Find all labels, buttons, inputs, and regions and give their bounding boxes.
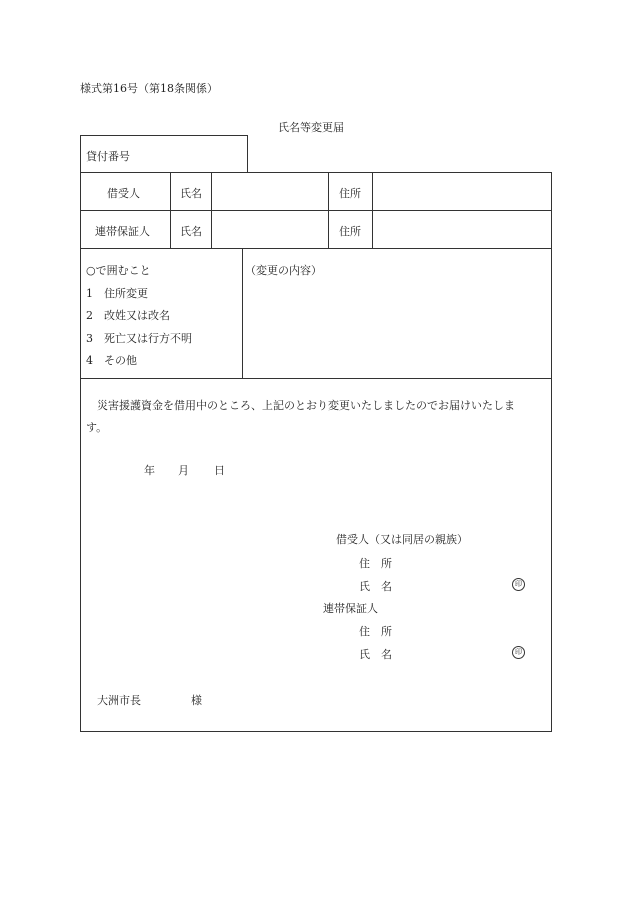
loan-number-label: 貸付番号 [86, 150, 130, 163]
guarantor-address-label: 住所 [339, 225, 361, 238]
guarantor-signature-heading: 連帯保証人 [323, 602, 378, 615]
borrower-signature-heading: 借受人（又は同居の親族） [336, 533, 468, 546]
borrower-name-label: 氏名 [180, 187, 202, 200]
loan-number-field[interactable] [150, 138, 244, 170]
date-month-label: 月 [178, 464, 189, 477]
seal-mark: 印 [512, 646, 525, 659]
change-type-item[interactable]: 3 死亡又は行方不明 [86, 332, 192, 345]
guarantor-name-label: 氏名 [180, 225, 202, 238]
guarantor-label: 連帯保証人 [95, 225, 150, 238]
change-type-item[interactable]: 2 改姓又は改名 [86, 309, 170, 322]
borrower-signature-address-label: 住 所 [359, 557, 392, 570]
form-title: 氏名等変更届 [278, 121, 344, 134]
change-details-field[interactable] [246, 280, 548, 374]
date-day-label: 日 [214, 464, 225, 477]
guarantor-signature-name-label: 氏 名 [359, 648, 392, 661]
guarantor-address-field[interactable] [375, 213, 549, 246]
borrower-signature-name-label: 氏 名 [359, 580, 392, 593]
change-type-heading: ○で囲むこと [86, 264, 151, 277]
change-type-item[interactable]: 1 住所変更 [86, 287, 148, 300]
guarantor-name-field[interactable] [214, 213, 326, 246]
borrower-label: 借受人 [107, 187, 140, 200]
guarantor-signature-address-label: 住 所 [359, 625, 392, 638]
change-type-item[interactable]: 4 その他 [86, 354, 137, 367]
change-details-label: （変更の内容） [245, 264, 322, 277]
borrower-address-label: 住所 [339, 187, 361, 200]
statement-text: 災害援護資金を借用中のところ、上記のとおり変更いたしましたのでお届けいたしま [97, 399, 515, 412]
addressee-mayor: 大洲市長 [97, 694, 141, 707]
form-number: 様式第16号（第18条関係） [80, 82, 218, 95]
borrower-name-field[interactable] [214, 175, 326, 208]
borrower-address-field[interactable] [375, 175, 549, 208]
addressee-honorific: 様 [191, 694, 202, 707]
seal-mark: 印 [512, 578, 525, 591]
statement-text-cont: す。 [86, 421, 108, 434]
date-year-label: 年 [144, 464, 155, 477]
